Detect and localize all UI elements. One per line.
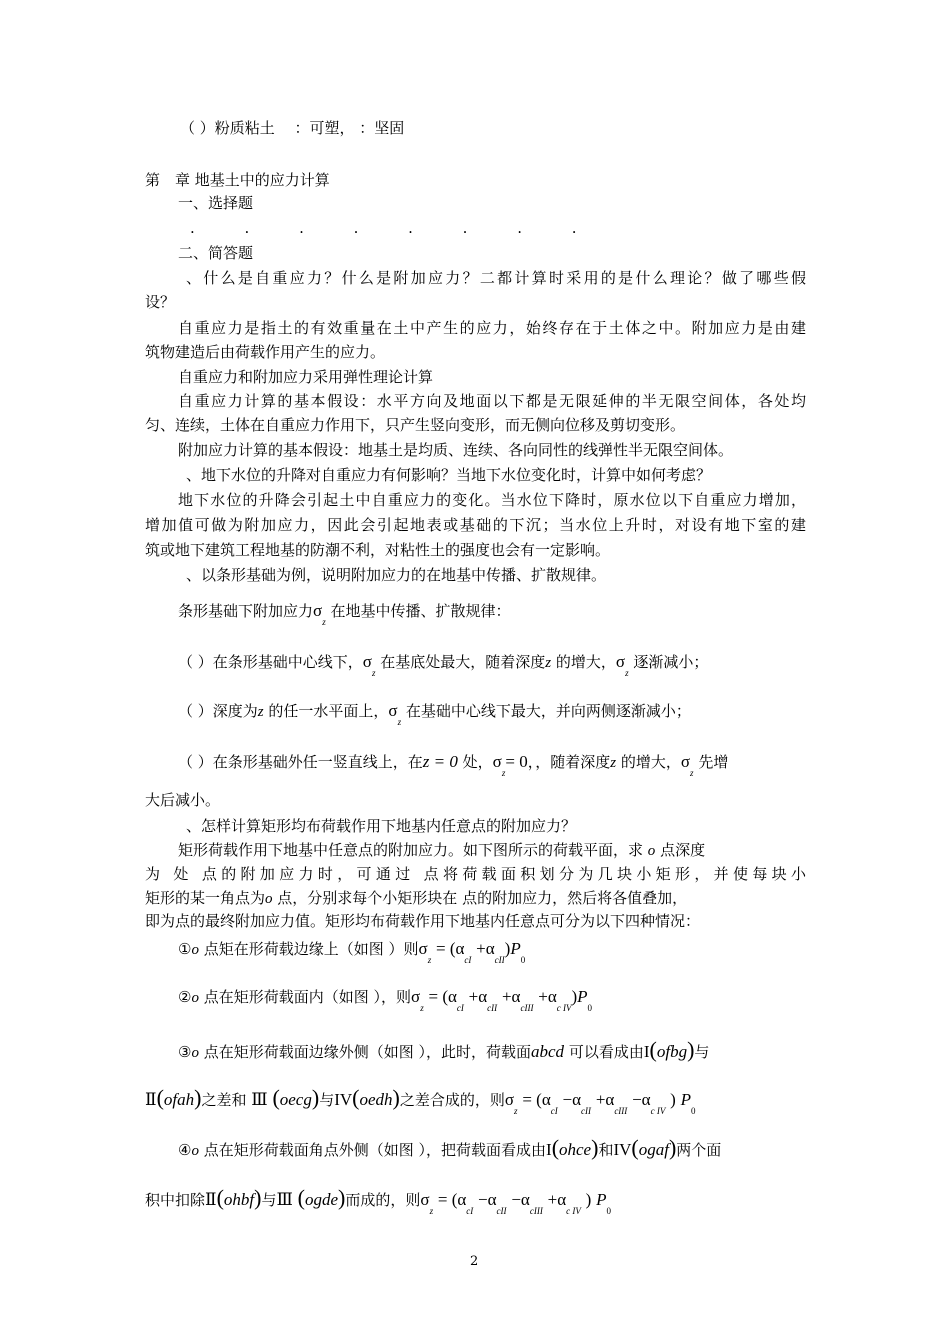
formula-line: （ ）在条形基础中心线下，$\sigma_z$ 在基底处最大，随着深度z 的增大，$\sigma_z$ 逐渐减小； bbox=[178, 652, 709, 678]
paragraph: 矩形荷载作用下地基中任意点的附加应力。如下图所示的荷载平面，求 o 点深度 bbox=[178, 841, 706, 859]
paragraph: 增加值可做为附加应力，因此会引起地表或基础的下沉；当水位上升时，对设有地下室的建 bbox=[145, 516, 806, 534]
section-heading: 二、简答题 bbox=[178, 244, 254, 262]
case-formula: ①o 点矩在形荷载边缘上（如图 ）则$\sigma_z = (\alpha_{cI} +\alpha_{cII})P_0$ bbox=[178, 939, 526, 965]
question: 设？ bbox=[145, 293, 176, 311]
question: 、以条形基础为例，说明附加应力的在地基中传播、扩散规律。 bbox=[186, 566, 607, 584]
text-line: （ ）粉质粘土 ：可塑， ：坚固 bbox=[180, 119, 405, 137]
formula-line: （ ）在条形基础外任一竖直线上，在z = 0 处，$\sigma_z= 0$，，随着深度z 的增大，$\sigma_z$ 先增 bbox=[178, 752, 729, 778]
paragraph: 匀、连续，土体在自重应力作用下，只产生竖向变形，而无侧向位移及剪切变形。 bbox=[145, 416, 686, 434]
paragraph: 大后减小。 bbox=[145, 791, 221, 809]
paragraph: 自重应力和附加应力采用弹性理论计算 bbox=[178, 368, 434, 386]
question: 、怎样计算矩形均布荷载作用下地基内任意点的附加应力？ bbox=[186, 817, 577, 835]
formula-line: 条形基础下附加应力$\sigma_z$ 在地基中传播、扩散规律： bbox=[178, 601, 511, 627]
paragraph: 筑物建造后由荷载作用产生的应力。 bbox=[145, 343, 386, 361]
question: 、什么是自重应力？什么是附加应力？二都计算时采用的是什么理论？做了哪些假 bbox=[186, 269, 806, 287]
paragraph: 自重应力计算的基本假设：水平方向及地面以下都是无限延伸的半无限空间体，各处均 bbox=[178, 392, 806, 410]
case-formula: Ⅱ(ofah)之差和 Ⅲ (oecg)与IV(oedh)之差合成的，则$\sigma_z = (\alpha_{cI} -\alpha_{cII} +\alpha_{cIII} -\alpha_{c IV}$ ) $P_0$ bbox=[145, 1085, 696, 1116]
paragraph: 即为点的最终附加应力值。矩形均布荷载作用下地基内任意点可分为以下四种情况： bbox=[145, 912, 701, 930]
section-heading: 一、选择题 bbox=[178, 194, 254, 212]
answer-dots: . . . . . . . . bbox=[190, 219, 577, 237]
case-formula: ②o 点在矩形荷载面内（如图 ），则$\sigma_z = (\alpha_{cI} +\alpha_{cII} +\alpha_{cIII} +\alpha_{c IV})P_0$ bbox=[178, 987, 593, 1013]
paragraph: 为 处 点的附加应力时，可通过 点将荷载面积划分为几块小矩形，并使每块小 bbox=[145, 865, 806, 883]
paragraph: 附加应力计算的基本假设：地基土是均质、连续、各向同性的线弹性半无限空间体。 bbox=[178, 441, 734, 459]
page-number: 2 bbox=[470, 1254, 479, 1269]
formula-line: （ ）深度为z 的任一水平面上，$\sigma_z$ 在基础中心线下最大，并向两侧逐渐减小； bbox=[178, 701, 691, 727]
case-formula: ④o 点在矩形荷载面角点外侧（如图 ），把荷载面看成由I(ohce)和IV(ogaf)两个面 bbox=[178, 1135, 722, 1160]
paragraph: 自重应力是指土的有效重量在土中产生的应力，始终存在于土体之中。附加应力是由建 bbox=[178, 319, 806, 337]
paragraph: 矩形的某一角点为o 点，分别求每个小矩形块在 点的附加应力，然后将各值叠加， bbox=[145, 889, 688, 907]
paragraph: 筑或地下建筑工程地基的防潮不利，对粘性土的强度也会有一定影响。 bbox=[145, 541, 611, 559]
case-formula: 积中扣除Ⅱ(ohbf)与Ⅲ (ogde)而成的，则$\sigma_z = (\alpha_{cI} -\alpha_{cII} -\alpha_{cIII} +\alpha_{c IV}$ ) $P_0$ bbox=[145, 1185, 611, 1216]
chapter-heading: 第 章 地基土中的应力计算 bbox=[145, 171, 330, 189]
case-formula: ③o 点在矩形荷载面边缘外侧（如图 ），此时，荷载面abcd 可以看成由I(ofbg)与 bbox=[178, 1037, 710, 1062]
paragraph: 地下水位的升降会引起土中自重应力的变化。当水位下降时，原水位以下自重应力增加， bbox=[178, 491, 806, 509]
question: 、地下水位的升降对自重应力有何影响？当地下水位变化时，计算中如何考虑？ bbox=[186, 466, 712, 484]
